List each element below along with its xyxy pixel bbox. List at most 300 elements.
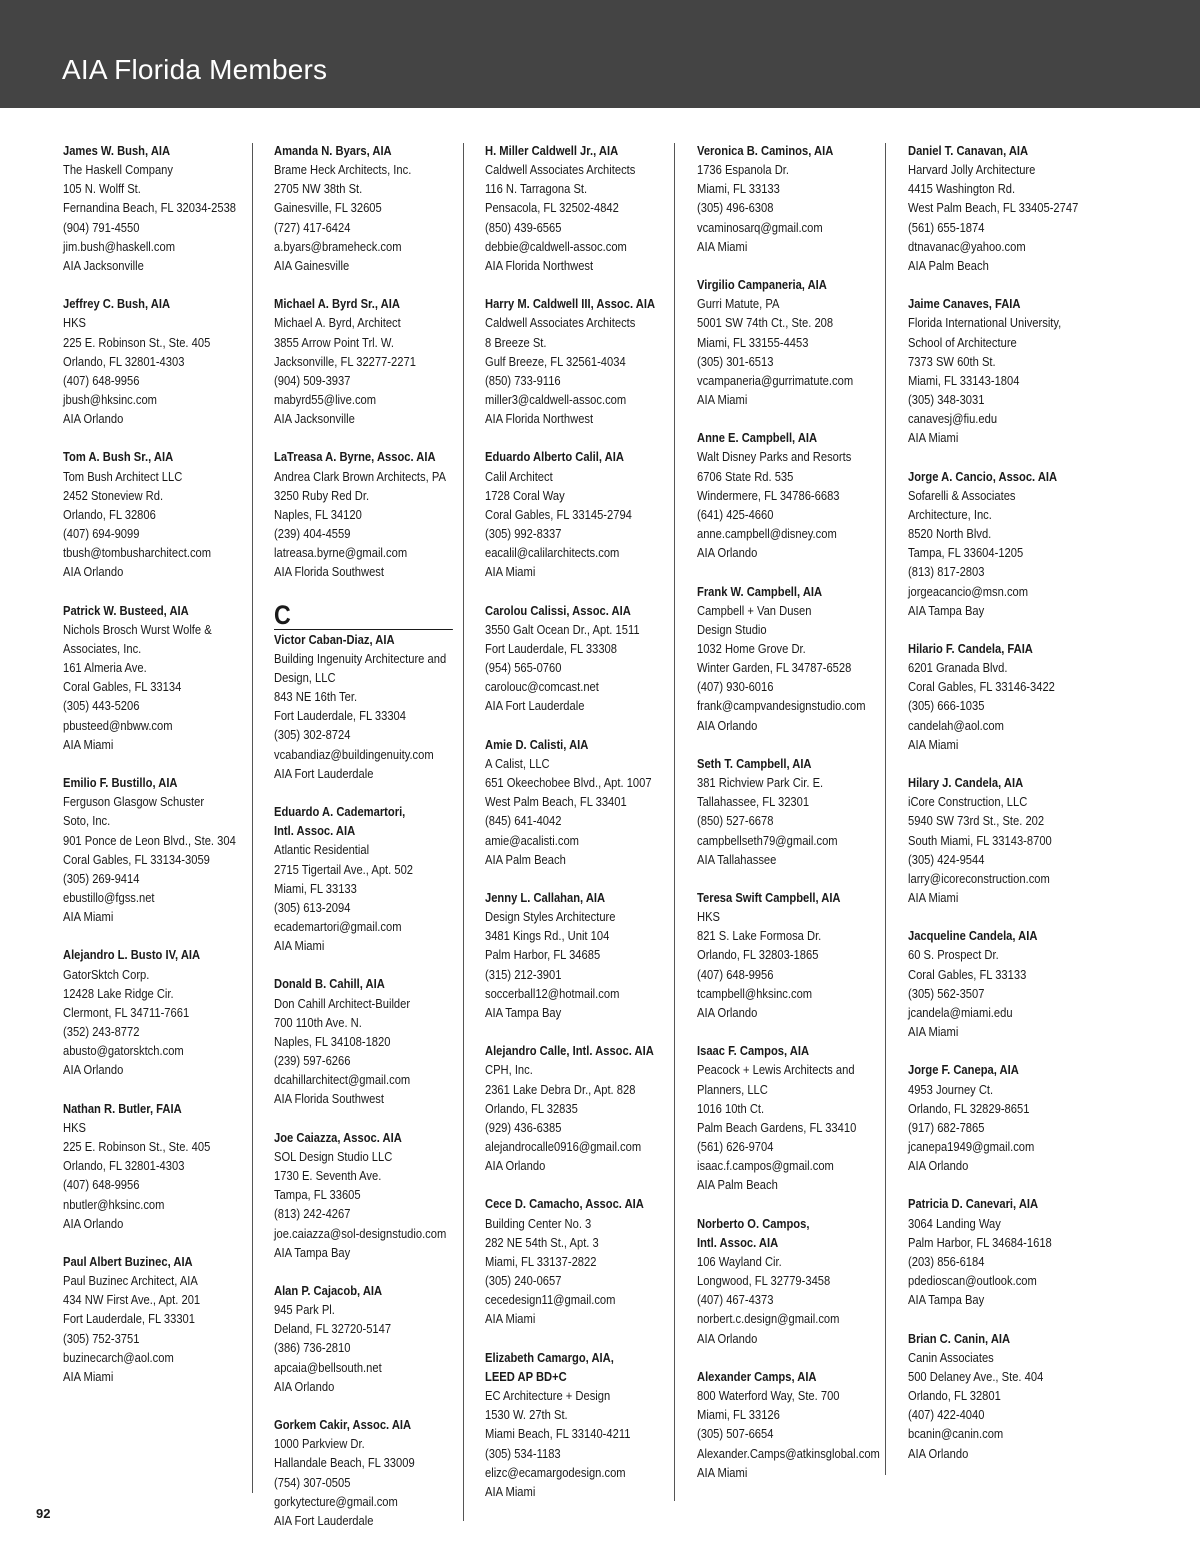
member-email: gorkytecture@gmail.com <box>274 1493 398 1509</box>
member-detail: 1000 Parkview Dr. <box>274 1436 365 1452</box>
member-phone: (305) 301-6513 <box>697 353 774 369</box>
member-email: abusto@gatorsktch.com <box>63 1043 184 1059</box>
member-column-1 <box>63 141 236 1521</box>
member-entry <box>697 754 880 869</box>
member-entry <box>485 888 655 1022</box>
member-email: soccerball12@hotmail.com <box>485 985 620 1001</box>
member-entry <box>63 294 236 428</box>
member-detail: 1032 Home Grove Dr. <box>697 641 806 657</box>
member-chapter: AIA Orlando <box>697 717 758 733</box>
member-detail: 901 Ponce de Leon Blvd., Ste. 304 <box>63 832 236 848</box>
member-name: Jeffrey C. Bush, AIA <box>63 296 171 312</box>
member-name: Carolou Calissi, Assoc. AIA <box>485 602 631 618</box>
member-entry <box>697 888 880 1022</box>
member-name: Amie D. Calisti, AIA <box>485 736 589 752</box>
member-chapter: AIA Fort Lauderdale <box>485 698 585 714</box>
member-detail: 381 Richview Park Cir. E. <box>697 775 824 791</box>
member-entry <box>908 1060 1078 1175</box>
member-phone: (305) 613-2094 <box>274 899 351 915</box>
member-detail: 12428 Lake Ridge Cir. <box>63 985 174 1001</box>
member-detail: 2715 Tigertail Ave., Apt. 502 <box>274 861 414 877</box>
member-entry <box>274 141 453 275</box>
member-detail: 161 Almeria Ave. <box>63 660 147 676</box>
member-phone: (407) 694-9099 <box>63 526 140 542</box>
member-name: Daniel T. Canavan, AIA <box>908 143 1029 158</box>
member-email: Alexander.Camps@atkinsglobal.com <box>697 1445 880 1461</box>
member-entry <box>63 141 236 275</box>
member-chapter: AIA Miami <box>697 238 748 254</box>
member-chapter: AIA Miami <box>485 1483 536 1499</box>
member-detail: 500 Delaney Ave., Ste. 404 <box>908 1368 1044 1384</box>
member-entry <box>697 275 880 409</box>
member-name: Alexander Camps, AIA <box>697 1368 817 1384</box>
member-name: Norberto O. Campos, <box>697 1215 810 1231</box>
member-column-2 <box>274 141 453 1528</box>
member-detail: Hallandale Beach, FL 33009 <box>274 1455 415 1471</box>
member-name: H. Miller Caldwell Jr., AIA <box>485 143 619 158</box>
member-email: nbutler@hksinc.com <box>63 1196 165 1212</box>
member-name: Jenny L. Callahan, AIA <box>485 890 606 906</box>
member-detail: Tom Bush Architect LLC <box>63 468 183 484</box>
member-detail: Fernandina Beach, FL 32034-2538 <box>63 200 237 216</box>
member-name: Seth T. Campbell, AIA <box>697 755 812 771</box>
member-entry <box>697 1367 880 1482</box>
column-divider <box>463 143 464 1521</box>
member-detail: SOL Design Studio LLC <box>274 1148 393 1164</box>
member-entry <box>274 447 453 581</box>
member-column-5 <box>908 141 1078 1521</box>
member-entry <box>485 735 655 869</box>
member-entry <box>63 1099 236 1233</box>
member-entry <box>908 773 1078 907</box>
member-detail: Associates, Inc. <box>63 641 142 657</box>
member-email: cecedesign11@gmail.com <box>485 1292 616 1308</box>
member-detail: Caldwell Associates Architects <box>485 315 636 331</box>
member-detail: Tampa, FL 33605 <box>274 1187 361 1203</box>
member-detail: South Miami, FL 33143-8700 <box>908 832 1052 848</box>
member-detail: Nichols Brosch Wurst Wolfe & <box>63 621 212 637</box>
member-phone: (754) 307-0505 <box>274 1474 351 1490</box>
member-phone: (407) 467-4373 <box>697 1292 774 1308</box>
member-email: dtnavanac@yahoo.com <box>908 238 1026 254</box>
member-name: Jorge A. Cancio, Assoc. AIA <box>908 468 1058 484</box>
member-detail: Peacock + Lewis Architects and <box>697 1062 855 1078</box>
member-detail: 8520 North Blvd. <box>908 526 992 542</box>
member-name: Patrick W. Busteed, AIA <box>63 602 189 618</box>
member-detail: Harvard Jolly Architecture <box>908 162 1036 178</box>
member-name: James W. Bush, AIA <box>63 143 171 158</box>
member-detail: Longwood, FL 32779-3458 <box>697 1273 831 1289</box>
member-detail: West Palm Beach, FL 33401 <box>485 794 627 810</box>
member-entry <box>63 945 236 1079</box>
member-detail: Miami, FL 33143-1804 <box>908 372 1020 388</box>
member-chapter: AIA Tallahassee <box>697 851 777 867</box>
member-email: norbert.c.design@gmail.com <box>697 1311 840 1327</box>
member-detail: Tampa, FL 33604-1205 <box>908 545 1024 561</box>
member-detail: Campbell + Van Dusen <box>697 602 812 618</box>
member-detail: 945 Park Pl. <box>274 1302 335 1318</box>
member-phone: (407) 648-9956 <box>63 1177 140 1193</box>
member-email: elizc@ecamargodesign.com <box>485 1464 626 1480</box>
member-entry <box>485 294 655 428</box>
member-email: latreasa.byrne@gmail.com <box>274 545 408 561</box>
member-detail: HKS <box>697 909 720 925</box>
member-phone: (813) 242-4267 <box>274 1206 351 1222</box>
member-chapter: AIA Miami <box>908 890 959 906</box>
member-email: mabyrd55@live.com <box>274 392 377 408</box>
member-detail: Planners, LLC <box>697 1081 768 1097</box>
member-name: Isaac F. Campos, AIA <box>697 1043 810 1059</box>
member-detail: Building Ingenuity Architecture and <box>274 650 447 666</box>
member-detail: Naples, FL 34120 <box>274 506 362 522</box>
member-entry <box>908 639 1078 754</box>
member-chapter: AIA Fort Lauderdale <box>274 765 374 781</box>
member-name: Veronica B. Caminos, AIA <box>697 143 834 158</box>
member-detail: Design, LLC <box>274 670 336 686</box>
member-chapter: AIA Orlando <box>908 1445 969 1461</box>
member-phone: (305) 302-8724 <box>274 727 351 743</box>
member-detail: Coral Gables, FL 33134-3059 <box>63 851 210 867</box>
member-email: jcanepa1949@gmail.com <box>908 1139 1035 1155</box>
page-number: 92 <box>36 1506 51 1521</box>
member-name: Eduardo A. Cademartori, <box>274 804 406 820</box>
member-detail: Building Center No. 3 <box>485 1215 592 1231</box>
member-chapter: AIA Tampa Bay <box>908 602 985 618</box>
member-entry <box>485 601 655 716</box>
member-email: debbie@caldwell-assoc.com <box>485 238 627 254</box>
member-email: eacalil@calilarchitects.com <box>485 545 620 561</box>
member-detail: Miami, FL 33133 <box>697 181 780 197</box>
member-detail: Gainesville, FL 32605 <box>274 200 382 216</box>
member-entry <box>274 974 453 1108</box>
member-detail: Naples, FL 34108-1820 <box>274 1033 391 1049</box>
member-column-3 <box>485 141 655 1521</box>
member-detail: 105 N. Wolff St. <box>63 181 141 197</box>
member-phone: (561) 626-9704 <box>697 1139 774 1155</box>
member-detail: 1730 E. Seventh Ave. <box>274 1168 382 1184</box>
member-name: Hilary J. Candela, AIA <box>908 775 1024 791</box>
member-entry <box>274 1415 453 1530</box>
member-detail: 225 E. Robinson St., Ste. 405 <box>63 334 211 350</box>
member-detail: Design Studio <box>697 621 767 637</box>
member-chapter: AIA Miami <box>697 1464 748 1480</box>
member-phone: (305) 534-1183 <box>485 1445 561 1461</box>
member-detail: Coral Gables, FL 33133 <box>908 966 1027 982</box>
member-phone: (407) 648-9956 <box>697 966 774 982</box>
member-name: Donald B. Cahill, AIA <box>274 976 385 992</box>
member-detail: 5940 SW 73rd St., Ste. 202 <box>908 813 1045 829</box>
member-detail: Miami Beach, FL 33140-4211 <box>485 1426 631 1442</box>
member-name: Joe Caiazza, Assoc. AIA <box>274 1129 402 1145</box>
member-detail: 1736 Espanola Dr. <box>697 162 789 178</box>
member-chapter: AIA Orlando <box>697 1330 758 1346</box>
member-detail: 106 Wayland Cir. <box>697 1253 782 1269</box>
member-chapter: AIA Orlando <box>908 1158 969 1174</box>
member-phone: (305) 507-6654 <box>697 1426 774 1442</box>
member-email: dcahillarchitect@gmail.com <box>274 1072 411 1088</box>
member-email: pdedioscan@outlook.com <box>908 1273 1037 1289</box>
member-phone: (352) 243-8772 <box>63 1024 140 1040</box>
member-detail: Palm Harbor, FL 34685 <box>485 947 601 963</box>
member-detail: Sofarelli & Associates <box>908 487 1016 503</box>
member-detail: 2705 NW 38th St. <box>274 181 363 197</box>
member-detail: The Haskell Company <box>63 162 173 178</box>
member-entry <box>274 630 453 783</box>
member-detail: 225 E. Robinson St., Ste. 405 <box>63 1139 211 1155</box>
member-chapter: AIA Florida Northwest <box>485 411 594 427</box>
member-entry <box>274 1128 453 1262</box>
member-name: Cece D. Camacho, Assoc. AIA <box>485 1196 644 1212</box>
member-entry <box>485 141 655 275</box>
member-entry <box>697 428 880 562</box>
member-detail: Design Styles Architecture <box>485 909 616 925</box>
member-phone: (305) 348-3031 <box>908 392 985 408</box>
member-detail: 1530 W. 27th St. <box>485 1407 568 1423</box>
member-detail: Orlando, FL 32835 <box>485 1100 578 1116</box>
member-detail: Orlando, FL 32806 <box>63 506 156 522</box>
member-detail: School of Architecture <box>908 334 1017 350</box>
member-detail: Ferguson Glasgow Schuster <box>63 794 205 810</box>
member-detail: Miami, FL 33137-2822 <box>485 1253 597 1269</box>
member-email: bcanin@canin.com <box>908 1426 1004 1442</box>
member-detail: 6201 Granada Blvd. <box>908 660 1008 676</box>
member-entry <box>63 773 236 926</box>
member-entry <box>697 141 880 256</box>
member-email: anne.campbell@disney.com <box>697 526 837 542</box>
member-email: ebustillo@fgss.net <box>63 890 155 906</box>
member-detail: Fort Lauderdale, FL 33301 <box>63 1311 195 1327</box>
member-column-4 <box>697 141 880 1521</box>
member-name: LEED AP BD+C <box>485 1368 567 1384</box>
member-entry <box>697 1214 880 1348</box>
member-chapter: AIA Florida Southwest <box>274 564 384 580</box>
member-email: alejandrocalle0916@gmail.com <box>485 1139 642 1155</box>
member-detail: Gulf Breeze, FL 32561-4034 <box>485 353 626 369</box>
member-detail: Caldwell Associates Architects <box>485 162 636 178</box>
member-chapter: AIA Miami <box>697 392 748 408</box>
member-email: candelah@aol.com <box>908 717 1004 733</box>
member-phone: (954) 565-0760 <box>485 660 562 676</box>
member-entry <box>697 582 880 735</box>
member-detail: Florida International University, <box>908 315 1062 331</box>
member-email: joe.caiazza@sol-designstudio.com <box>274 1225 447 1241</box>
member-email: ecademartori@gmail.com <box>274 919 402 935</box>
member-detail: 4953 Journey Ct. <box>908 1081 994 1097</box>
member-email: canavesj@fiu.edu <box>908 411 998 427</box>
member-phone: (850) 733-9116 <box>485 372 561 388</box>
member-phone: (641) 425-4660 <box>697 506 774 522</box>
member-detail: Miami, FL 33133 <box>274 880 357 896</box>
member-name: Eduardo Alberto Calil, AIA <box>485 449 624 465</box>
member-detail: Michael A. Byrd, Architect <box>274 315 401 331</box>
member-name: Amanda N. Byars, AIA <box>274 143 392 158</box>
member-detail: 1728 Coral Way <box>485 487 565 503</box>
section-letter-heading: C <box>274 601 453 630</box>
member-email: pbusteed@nbww.com <box>63 717 173 733</box>
member-detail: 2361 Lake Debra Dr., Apt. 828 <box>485 1081 636 1097</box>
member-phone: (305) 424-9544 <box>908 851 985 867</box>
member-detail: 7373 SW 60th St. <box>908 353 996 369</box>
member-detail: Pensacola, FL 32502-4842 <box>485 200 619 216</box>
member-phone: (305) 269-9414 <box>63 870 140 886</box>
member-phone: (813) 817-2803 <box>908 564 985 580</box>
member-detail: West Palm Beach, FL 33405-2747 <box>908 200 1079 216</box>
member-detail: 1016 10th Ct. <box>697 1100 765 1116</box>
member-phone: (305) 240-0657 <box>485 1273 562 1289</box>
member-email: carolouc@comcast.net <box>485 679 599 695</box>
member-entry <box>63 1252 236 1386</box>
member-detail: 700 110th Ave. N. <box>274 1014 362 1030</box>
member-entry <box>485 1041 655 1175</box>
member-name: Patricia D. Canevari, AIA <box>908 1196 1039 1212</box>
member-phone: (315) 212-3901 <box>485 966 562 982</box>
member-detail: 3855 Arrow Point Trl. W. <box>274 334 394 350</box>
member-detail: Soto, Inc. <box>63 813 111 829</box>
column-divider <box>674 143 675 1501</box>
member-entry <box>485 1348 655 1501</box>
member-email: vcampaneria@gurrimatute.com <box>697 372 854 388</box>
member-detail: Coral Gables, FL 33134 <box>63 679 182 695</box>
member-email: tcampbell@hksinc.com <box>697 985 813 1001</box>
member-detail: HKS <box>63 1119 86 1135</box>
member-phone: (305) 562-3507 <box>908 985 985 1001</box>
member-name: LaTreasa A. Byrne, Assoc. AIA <box>274 449 436 465</box>
member-entry <box>274 1281 453 1396</box>
member-name: Elizabeth Camargo, AIA, <box>485 1349 614 1365</box>
member-chapter: AIA Florida Southwest <box>274 1091 384 1107</box>
member-detail: 3250 Ruby Red Dr. <box>274 487 370 503</box>
member-chapter: AIA Palm Beach <box>908 257 989 273</box>
member-chapter: AIA Fort Lauderdale <box>274 1512 374 1528</box>
member-detail: 651 Okeechobee Blvd., Apt. 1007 <box>485 775 652 791</box>
member-name: Frank W. Campbell, AIA <box>697 583 823 599</box>
member-chapter: AIA Miami <box>63 909 114 925</box>
member-phone: (727) 417-6424 <box>274 219 351 235</box>
member-phone: (850) 527-6678 <box>697 813 774 829</box>
member-chapter: AIA Miami <box>485 1311 536 1327</box>
member-detail: Brame Heck Architects, Inc. <box>274 162 412 178</box>
member-detail: 800 Waterford Way, Ste. 700 <box>697 1388 840 1404</box>
member-phone: (904) 509-3937 <box>274 372 351 388</box>
member-phone: (305) 496-6308 <box>697 200 774 216</box>
member-detail: Andrea Clark Brown Architects, PA <box>274 468 446 484</box>
member-name: Nathan R. Butler, FAIA <box>63 1100 182 1116</box>
member-entry <box>697 1041 880 1194</box>
member-phone: (407) 422-4040 <box>908 1407 985 1423</box>
member-chapter: AIA Orlando <box>63 411 124 427</box>
member-email: jim.bush@haskell.com <box>63 238 176 254</box>
member-detail: Orlando, FL 32829-8651 <box>908 1100 1030 1116</box>
member-chapter: AIA Tampa Bay <box>485 1004 562 1020</box>
member-name: Brian C. Canin, AIA <box>908 1330 1011 1346</box>
member-detail: Orlando, FL 32801-4303 <box>63 353 185 369</box>
member-detail: Fort Lauderdale, FL 33308 <box>485 641 617 657</box>
member-name: Emilio F. Bustillo, AIA <box>63 775 178 791</box>
member-detail: Jacksonville, FL 32277-2271 <box>274 353 416 369</box>
member-detail: Gurri Matute, PA <box>697 296 780 312</box>
member-detail: iCore Construction, LLC <box>908 794 1028 810</box>
member-detail: Don Cahill Architect-Builder <box>274 995 411 1011</box>
member-name: Harry M. Caldwell III, Assoc. AIA <box>485 296 656 312</box>
member-detail: Tallahassee, FL 32301 <box>697 794 810 810</box>
member-chapter: AIA Orlando <box>697 545 758 561</box>
member-email: tbush@tombusharchitect.com <box>63 545 212 561</box>
member-name: Alejandro Calle, Intl. Assoc. AIA <box>485 1043 654 1059</box>
member-chapter: AIA Miami <box>274 938 325 954</box>
member-entry <box>63 447 236 581</box>
member-email: vcaminosarq@gmail.com <box>697 219 823 235</box>
member-name: Alan P. Cajacob, AIA <box>274 1282 383 1298</box>
member-entry <box>63 601 236 754</box>
member-entry <box>908 467 1078 620</box>
member-chapter: AIA Orlando <box>63 1215 124 1231</box>
member-name: Jacqueline Candela, AIA <box>908 928 1038 944</box>
member-detail: 3064 Landing Way <box>908 1215 1001 1231</box>
member-entry <box>485 447 655 581</box>
member-detail: A Calist, LLC <box>485 755 550 771</box>
member-detail: Calil Architect <box>485 468 553 484</box>
member-phone: (904) 791-4550 <box>63 219 140 235</box>
member-detail: 821 S. Lake Formosa Dr. <box>697 928 822 944</box>
member-detail: 8 Breeze St. <box>485 334 547 350</box>
member-phone: (305) 666-1035 <box>908 698 985 714</box>
member-chapter: AIA Orlando <box>274 1378 335 1394</box>
member-email: jorgeacancio@msn.com <box>908 583 1029 599</box>
member-name: Intl. Assoc. AIA <box>274 823 356 839</box>
member-detail: Orlando, FL 32803-1865 <box>697 947 819 963</box>
member-detail: GatorSktch Corp. <box>63 966 150 982</box>
member-detail: 6706 State Rd. 535 <box>697 468 794 484</box>
member-detail: 5001 SW 74th Ct., Ste. 208 <box>697 315 834 331</box>
member-entry <box>908 1194 1078 1309</box>
member-chapter: AIA Orlando <box>63 564 124 580</box>
member-detail: Paul Buzinec Architect, AIA <box>63 1273 198 1289</box>
member-chapter: AIA Miami <box>63 736 114 752</box>
member-detail: EC Architecture + Design <box>485 1388 611 1404</box>
member-name: Alejandro L. Busto IV, AIA <box>63 947 201 963</box>
member-detail: 434 NW First Ave., Apt. 201 <box>63 1292 201 1308</box>
member-phone: (386) 736-2810 <box>274 1340 351 1356</box>
member-name: Intl. Assoc. AIA <box>697 1234 779 1250</box>
member-chapter: AIA Jacksonville <box>274 411 355 427</box>
member-name: Tom A. Bush Sr., AIA <box>63 449 174 465</box>
member-chapter: AIA Palm Beach <box>697 1177 778 1193</box>
member-phone: (239) 597-6266 <box>274 1053 351 1069</box>
member-detail: Coral Gables, FL 33146-3422 <box>908 679 1055 695</box>
column-divider <box>885 143 886 1475</box>
member-detail: Winter Garden, FL 34787-6528 <box>697 660 852 676</box>
member-name: Teresa Swift Campbell, AIA <box>697 890 841 906</box>
member-chapter: AIA Orlando <box>485 1158 546 1174</box>
member-email: frank@campvandesignstudio.com <box>697 698 866 714</box>
member-detail: 116 N. Tarragona St. <box>485 181 588 197</box>
member-detail: Deland, FL 32720-5147 <box>274 1321 392 1337</box>
member-phone: (305) 443-5206 <box>63 698 140 714</box>
member-detail: Orlando, FL 32801-4303 <box>63 1158 185 1174</box>
member-entry <box>485 1194 655 1328</box>
member-phone: (407) 930-6016 <box>697 679 774 695</box>
member-chapter: AIA Jacksonville <box>63 257 144 273</box>
member-chapter: AIA Orlando <box>697 1004 758 1020</box>
member-phone: (239) 404-4559 <box>274 526 351 542</box>
member-name: Anne E. Campbell, AIA <box>697 430 818 446</box>
member-chapter: AIA Orlando <box>63 1062 124 1078</box>
member-phone: (845) 641-4042 <box>485 813 562 829</box>
member-entry <box>274 802 453 955</box>
member-name: Jorge F. Canepa, AIA <box>908 1062 1019 1078</box>
member-email: campbellseth79@gmail.com <box>697 832 838 848</box>
member-phone: (917) 682-7865 <box>908 1119 985 1135</box>
